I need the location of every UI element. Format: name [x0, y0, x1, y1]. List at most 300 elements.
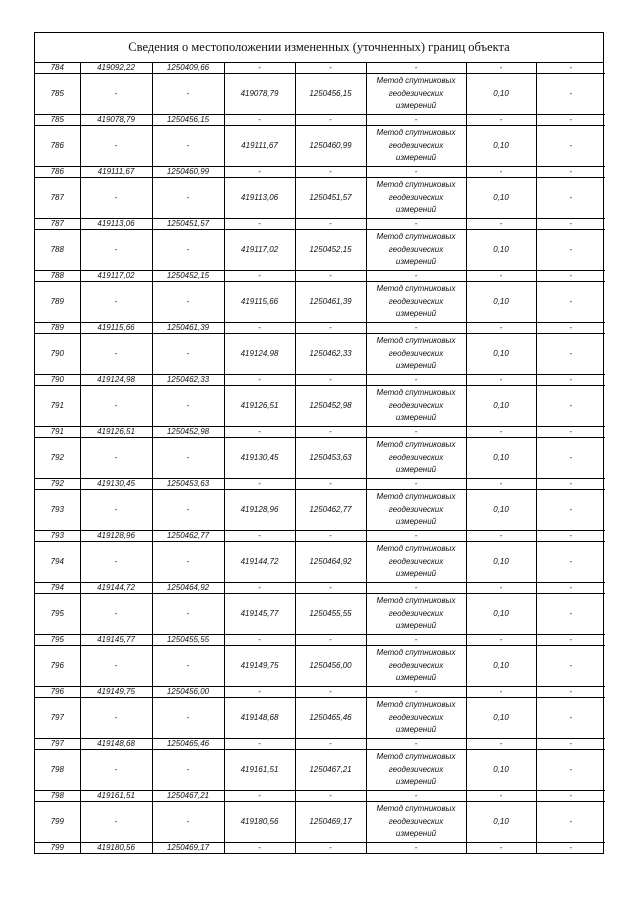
cell-y-new: 1250467,21 — [295, 750, 366, 791]
cell-y-existing: - — [152, 438, 224, 479]
cell-point-number: 797 — [35, 739, 80, 750]
table-row — [35, 687, 605, 698]
cell-point-number: 786 — [35, 167, 80, 178]
cell-y-existing: - — [152, 802, 224, 843]
cell-method: - — [366, 583, 466, 594]
cell-description: - — [536, 178, 605, 219]
cell-point-number: 799 — [35, 802, 80, 843]
cell-description: - — [536, 479, 605, 490]
cell-accuracy: - — [466, 63, 536, 74]
table-row — [35, 271, 605, 282]
method-line: Метод спутниковых — [376, 76, 456, 86]
method-line: геодезических — [388, 712, 444, 722]
cell-y-new: 1250452,98 — [295, 386, 366, 427]
cell-accuracy: - — [466, 167, 536, 178]
method-line: измерений — [395, 725, 437, 735]
cell-y-existing: 1250451,57 — [152, 219, 224, 230]
table-row — [35, 126, 605, 167]
method-line: геодезических — [388, 244, 444, 254]
method-line: измерений — [395, 621, 437, 631]
cell-x-new: - — [224, 323, 295, 334]
cell-point-number: 785 — [35, 74, 80, 115]
table-row — [35, 542, 605, 583]
method-line: геодезических — [388, 88, 444, 98]
cell-x-new: 419144,72 — [224, 542, 295, 583]
cell-x-new: - — [224, 531, 295, 542]
cell-x-new: 419161,51 — [224, 750, 295, 791]
cell-accuracy: 0,10 — [466, 646, 536, 687]
cell-x-new: 419115,66 — [224, 282, 295, 323]
cell-x-new: 419148,68 — [224, 698, 295, 739]
cell-point-number: 795 — [35, 635, 80, 646]
table-row — [35, 230, 605, 271]
cell-x-existing: 419130,45 — [80, 479, 152, 490]
cell-y-new: 1250465,46 — [295, 698, 366, 739]
cell-description: - — [536, 594, 605, 635]
cell-point-number: 786 — [35, 126, 80, 167]
cell-description: - — [536, 635, 605, 646]
method-line: Метод спутниковых — [376, 596, 456, 606]
cell-point-number: 794 — [35, 583, 80, 594]
cell-x-existing: - — [80, 490, 152, 531]
cell-point-number: 788 — [35, 271, 80, 282]
cell-y-existing: - — [152, 178, 224, 219]
cell-description: - — [536, 739, 605, 750]
cell-y-existing: 1250469,17 — [152, 843, 224, 854]
table-row — [35, 74, 605, 115]
cell-point-number: 788 — [35, 230, 80, 271]
cell-y-existing: 1250464,92 — [152, 583, 224, 594]
cell-method: - — [366, 63, 466, 74]
cell-x-new: - — [224, 219, 295, 230]
table-row — [35, 427, 605, 438]
table-row — [35, 219, 605, 230]
cell-point-number: 784 — [35, 63, 80, 74]
method-line: геодезических — [388, 348, 444, 358]
cell-y-new: 1250462,77 — [295, 490, 366, 531]
method-line: геодезических — [388, 504, 444, 514]
cell-point-number: 791 — [35, 427, 80, 438]
cell-x-new: - — [224, 791, 295, 802]
cell-x-new: 419126,51 — [224, 386, 295, 427]
cell-y-existing: 1250462,77 — [152, 531, 224, 542]
method-line: Метод спутниковых — [376, 284, 456, 294]
cell-description: - — [536, 427, 605, 438]
cell-point-number: 792 — [35, 438, 80, 479]
cell-description: - — [536, 375, 605, 386]
cell-x-new: 419128,96 — [224, 490, 295, 531]
cell-method: - — [366, 427, 466, 438]
cell-y-new: - — [295, 687, 366, 698]
method-line: Метод спутниковых — [376, 700, 456, 710]
cell-x-existing: - — [80, 386, 152, 427]
cell-x-existing: 419126,51 — [80, 427, 152, 438]
cell-accuracy: 0,10 — [466, 74, 536, 115]
cell-accuracy: 0,10 — [466, 802, 536, 843]
cell-accuracy: 0,10 — [466, 438, 536, 479]
cell-accuracy: - — [466, 843, 536, 854]
table-row — [35, 438, 605, 479]
method-line: измерений — [395, 257, 437, 267]
table-row — [35, 375, 605, 386]
table-row — [35, 594, 605, 635]
cell-accuracy: 0,10 — [466, 230, 536, 271]
cell-x-new: - — [224, 583, 295, 594]
coordinates-table — [35, 63, 605, 853]
cell-y-existing: 1250467,21 — [152, 791, 224, 802]
cell-accuracy: - — [466, 115, 536, 126]
cell-x-new: - — [224, 635, 295, 646]
table-row — [35, 739, 605, 750]
table-row — [35, 802, 605, 843]
cell-method — [366, 334, 466, 375]
cell-point-number: 796 — [35, 646, 80, 687]
cell-x-new: 419111,67 — [224, 126, 295, 167]
cell-x-existing: 419111,67 — [80, 167, 152, 178]
method-line: Метод спутниковых — [376, 128, 456, 138]
cell-method — [366, 230, 466, 271]
cell-x-existing: - — [80, 334, 152, 375]
cell-x-new: 419180,56 — [224, 802, 295, 843]
method-line: измерений — [395, 829, 437, 839]
cell-accuracy: - — [466, 271, 536, 282]
cell-point-number: 787 — [35, 178, 80, 219]
cell-y-new: 1250452,15 — [295, 230, 366, 271]
cell-accuracy: 0,10 — [466, 178, 536, 219]
cell-method — [366, 698, 466, 739]
table-row — [35, 583, 605, 594]
table-row — [35, 479, 605, 490]
cell-point-number: 797 — [35, 698, 80, 739]
cell-description: - — [536, 323, 605, 334]
cell-accuracy: - — [466, 583, 536, 594]
cell-x-new: - — [224, 115, 295, 126]
cell-x-existing: 419148,68 — [80, 739, 152, 750]
cell-x-existing: 419145,77 — [80, 635, 152, 646]
cell-accuracy: - — [466, 687, 536, 698]
table-row — [35, 115, 605, 126]
cell-y-new: 1250456,15 — [295, 74, 366, 115]
cell-x-existing: 419149,75 — [80, 687, 152, 698]
cell-point-number: 791 — [35, 386, 80, 427]
table-row — [35, 323, 605, 334]
cell-accuracy: 0,10 — [466, 282, 536, 323]
cell-description: - — [536, 282, 605, 323]
table-row — [35, 531, 605, 542]
cell-point-number: 789 — [35, 282, 80, 323]
cell-description: - — [536, 698, 605, 739]
method-line: измерений — [395, 517, 437, 527]
cell-y-existing: 1250453,63 — [152, 479, 224, 490]
cell-method — [366, 646, 466, 687]
cell-x-existing: - — [80, 126, 152, 167]
cell-x-new: - — [224, 479, 295, 490]
cell-x-existing: 419124,98 — [80, 375, 152, 386]
cell-method: - — [366, 687, 466, 698]
cell-accuracy: - — [466, 219, 536, 230]
cell-x-existing: - — [80, 74, 152, 115]
cell-description: - — [536, 126, 605, 167]
cell-y-new: 1250451,57 — [295, 178, 366, 219]
cell-point-number: 787 — [35, 219, 80, 230]
cell-description: - — [536, 438, 605, 479]
cell-point-number: 793 — [35, 531, 80, 542]
method-line: геодезических — [388, 764, 444, 774]
method-line: измерений — [395, 205, 437, 215]
cell-y-new: - — [295, 635, 366, 646]
cell-method — [366, 386, 466, 427]
table-row — [35, 178, 605, 219]
method-line: измерений — [395, 309, 437, 319]
cell-point-number: 794 — [35, 542, 80, 583]
table-title: Сведения о местоположении измененных (уточненных) границ объекта — [35, 33, 603, 63]
cell-accuracy: 0,10 — [466, 750, 536, 791]
method-line: Метод спутниковых — [376, 544, 456, 554]
method-line: геодезических — [388, 296, 444, 306]
table-row — [35, 791, 605, 802]
cell-x-new: - — [224, 375, 295, 386]
cell-y-existing: - — [152, 334, 224, 375]
cell-method — [366, 126, 466, 167]
cell-point-number: 785 — [35, 115, 80, 126]
cell-point-number: 799 — [35, 843, 80, 854]
cell-method: - — [366, 271, 466, 282]
cell-description: - — [536, 802, 605, 843]
method-line: геодезических — [388, 608, 444, 618]
cell-method: - — [366, 219, 466, 230]
cell-y-new: - — [295, 115, 366, 126]
cell-x-new: 419130,45 — [224, 438, 295, 479]
cell-y-existing: 1250455,55 — [152, 635, 224, 646]
cell-y-new: - — [295, 739, 366, 750]
cell-x-new: - — [224, 687, 295, 698]
cell-x-new: 419124,98 — [224, 334, 295, 375]
cell-method — [366, 750, 466, 791]
cell-x-new: 419145,77 — [224, 594, 295, 635]
cell-y-new: 1250460,99 — [295, 126, 366, 167]
cell-y-existing: 1250465,46 — [152, 739, 224, 750]
cell-y-existing: - — [152, 386, 224, 427]
table-row — [35, 167, 605, 178]
cell-y-existing: - — [152, 282, 224, 323]
cell-y-new: - — [295, 375, 366, 386]
cell-accuracy: - — [466, 791, 536, 802]
cell-point-number: 795 — [35, 594, 80, 635]
method-line: измерений — [395, 153, 437, 163]
cell-x-existing: 419092,22 — [80, 63, 152, 74]
cell-y-existing: - — [152, 646, 224, 687]
cell-x-existing: - — [80, 750, 152, 791]
cell-accuracy: - — [466, 323, 536, 334]
cell-description: - — [536, 115, 605, 126]
cell-method: - — [366, 115, 466, 126]
cell-y-existing: - — [152, 490, 224, 531]
cell-description: - — [536, 271, 605, 282]
table-row — [35, 63, 605, 74]
cell-y-new: - — [295, 219, 366, 230]
cell-y-new: - — [295, 271, 366, 282]
cell-description: - — [536, 386, 605, 427]
cell-description: - — [536, 63, 605, 74]
cell-y-existing: 1250461,39 — [152, 323, 224, 334]
cell-x-new: - — [224, 843, 295, 854]
cell-x-new: - — [224, 63, 295, 74]
cell-x-new: 419078,79 — [224, 74, 295, 115]
cell-accuracy: 0,10 — [466, 126, 536, 167]
method-line: Метод спутниковых — [376, 388, 456, 398]
cell-point-number: 792 — [35, 479, 80, 490]
method-line: измерений — [395, 465, 437, 475]
cell-x-new: 419149,75 — [224, 646, 295, 687]
cell-description: - — [536, 791, 605, 802]
cell-y-new: - — [295, 583, 366, 594]
cell-y-existing: 1250452,98 — [152, 427, 224, 438]
cell-y-new: 1250462,33 — [295, 334, 366, 375]
cell-x-new: - — [224, 739, 295, 750]
cell-y-existing: - — [152, 594, 224, 635]
method-line: измерений — [395, 569, 437, 579]
cell-accuracy: - — [466, 739, 536, 750]
method-line: геодезических — [388, 400, 444, 410]
cell-method — [366, 282, 466, 323]
cell-point-number: 790 — [35, 334, 80, 375]
cell-x-existing: 419078,79 — [80, 115, 152, 126]
cell-method: - — [366, 843, 466, 854]
method-line: Метод спутниковых — [376, 232, 456, 242]
cell-method: - — [366, 375, 466, 386]
cell-method — [366, 542, 466, 583]
cell-y-existing: 1250456,00 — [152, 687, 224, 698]
cell-y-existing: - — [152, 750, 224, 791]
method-line: Метод спутниковых — [376, 492, 456, 502]
boundary-table-sheet — [34, 32, 604, 854]
cell-accuracy: 0,10 — [466, 594, 536, 635]
cell-description: - — [536, 531, 605, 542]
cell-x-existing: 419180,56 — [80, 843, 152, 854]
cell-accuracy: - — [466, 635, 536, 646]
cell-accuracy: 0,10 — [466, 386, 536, 427]
cell-method — [366, 178, 466, 219]
cell-method — [366, 438, 466, 479]
cell-y-existing: - — [152, 126, 224, 167]
table-row — [35, 334, 605, 375]
cell-point-number: 798 — [35, 791, 80, 802]
cell-method — [366, 490, 466, 531]
cell-x-existing: - — [80, 230, 152, 271]
cell-x-new: - — [224, 167, 295, 178]
cell-method: - — [366, 791, 466, 802]
cell-description: - — [536, 843, 605, 854]
cell-accuracy: - — [466, 531, 536, 542]
method-line: геодезических — [388, 140, 444, 150]
cell-x-existing: - — [80, 542, 152, 583]
cell-description: - — [536, 687, 605, 698]
cell-y-existing: - — [152, 542, 224, 583]
cell-y-new: - — [295, 479, 366, 490]
cell-x-existing: - — [80, 282, 152, 323]
method-line: Метод спутниковых — [376, 752, 456, 762]
cell-y-new: - — [295, 791, 366, 802]
cell-y-new: 1250461,39 — [295, 282, 366, 323]
cell-x-existing: 419144,72 — [80, 583, 152, 594]
method-line: Метод спутниковых — [376, 180, 456, 190]
method-line: измерений — [395, 777, 437, 787]
cell-y-new: - — [295, 63, 366, 74]
cell-point-number: 798 — [35, 750, 80, 791]
cell-accuracy: 0,10 — [466, 334, 536, 375]
method-line: измерений — [395, 361, 437, 371]
method-line: геодезических — [388, 556, 444, 566]
table-row — [35, 646, 605, 687]
cell-description: - — [536, 490, 605, 531]
cell-description: - — [536, 230, 605, 271]
cell-x-new: 419113,06 — [224, 178, 295, 219]
cell-description: - — [536, 750, 605, 791]
table-row — [35, 490, 605, 531]
cell-x-existing: 419117,02 — [80, 271, 152, 282]
cell-x-existing: 419113,06 — [80, 219, 152, 230]
cell-x-existing: - — [80, 802, 152, 843]
cell-x-new: 419117,02 — [224, 230, 295, 271]
table-row — [35, 698, 605, 739]
cell-y-existing: 1250462,33 — [152, 375, 224, 386]
method-line: Метод спутниковых — [376, 648, 456, 658]
cell-y-new: 1250455,55 — [295, 594, 366, 635]
cell-y-existing: 1250460,99 — [152, 167, 224, 178]
cell-y-new: 1250464,92 — [295, 542, 366, 583]
cell-description: - — [536, 167, 605, 178]
cell-point-number: 796 — [35, 687, 80, 698]
cell-y-existing: 1250456,15 — [152, 115, 224, 126]
cell-method: - — [366, 635, 466, 646]
cell-accuracy: 0,10 — [466, 490, 536, 531]
method-line: геодезических — [388, 452, 444, 462]
method-line: измерений — [395, 413, 437, 423]
cell-x-existing: - — [80, 646, 152, 687]
cell-y-existing: - — [152, 230, 224, 271]
table-row — [35, 282, 605, 323]
cell-y-existing: 1250452,15 — [152, 271, 224, 282]
cell-x-existing: 419128,96 — [80, 531, 152, 542]
cell-method — [366, 802, 466, 843]
method-line: измерений — [395, 101, 437, 111]
cell-point-number: 789 — [35, 323, 80, 334]
cell-accuracy: 0,10 — [466, 542, 536, 583]
cell-x-existing: - — [80, 698, 152, 739]
cell-accuracy: - — [466, 479, 536, 490]
cell-method: - — [366, 739, 466, 750]
cell-description: - — [536, 334, 605, 375]
cell-y-new: - — [295, 531, 366, 542]
cell-description: - — [536, 542, 605, 583]
cell-y-new: - — [295, 323, 366, 334]
cell-description: - — [536, 74, 605, 115]
cell-x-existing: - — [80, 178, 152, 219]
cell-x-existing: - — [80, 594, 152, 635]
cell-y-new: 1250453,63 — [295, 438, 366, 479]
method-line: геодезических — [388, 192, 444, 202]
cell-x-existing: 419115,66 — [80, 323, 152, 334]
cell-y-existing: - — [152, 74, 224, 115]
cell-y-existing: - — [152, 698, 224, 739]
cell-point-number: 790 — [35, 375, 80, 386]
cell-method: - — [366, 531, 466, 542]
table-row — [35, 386, 605, 427]
cell-accuracy: - — [466, 375, 536, 386]
cell-y-new: 1250469,17 — [295, 802, 366, 843]
cell-description: - — [536, 583, 605, 594]
cell-method: - — [366, 479, 466, 490]
